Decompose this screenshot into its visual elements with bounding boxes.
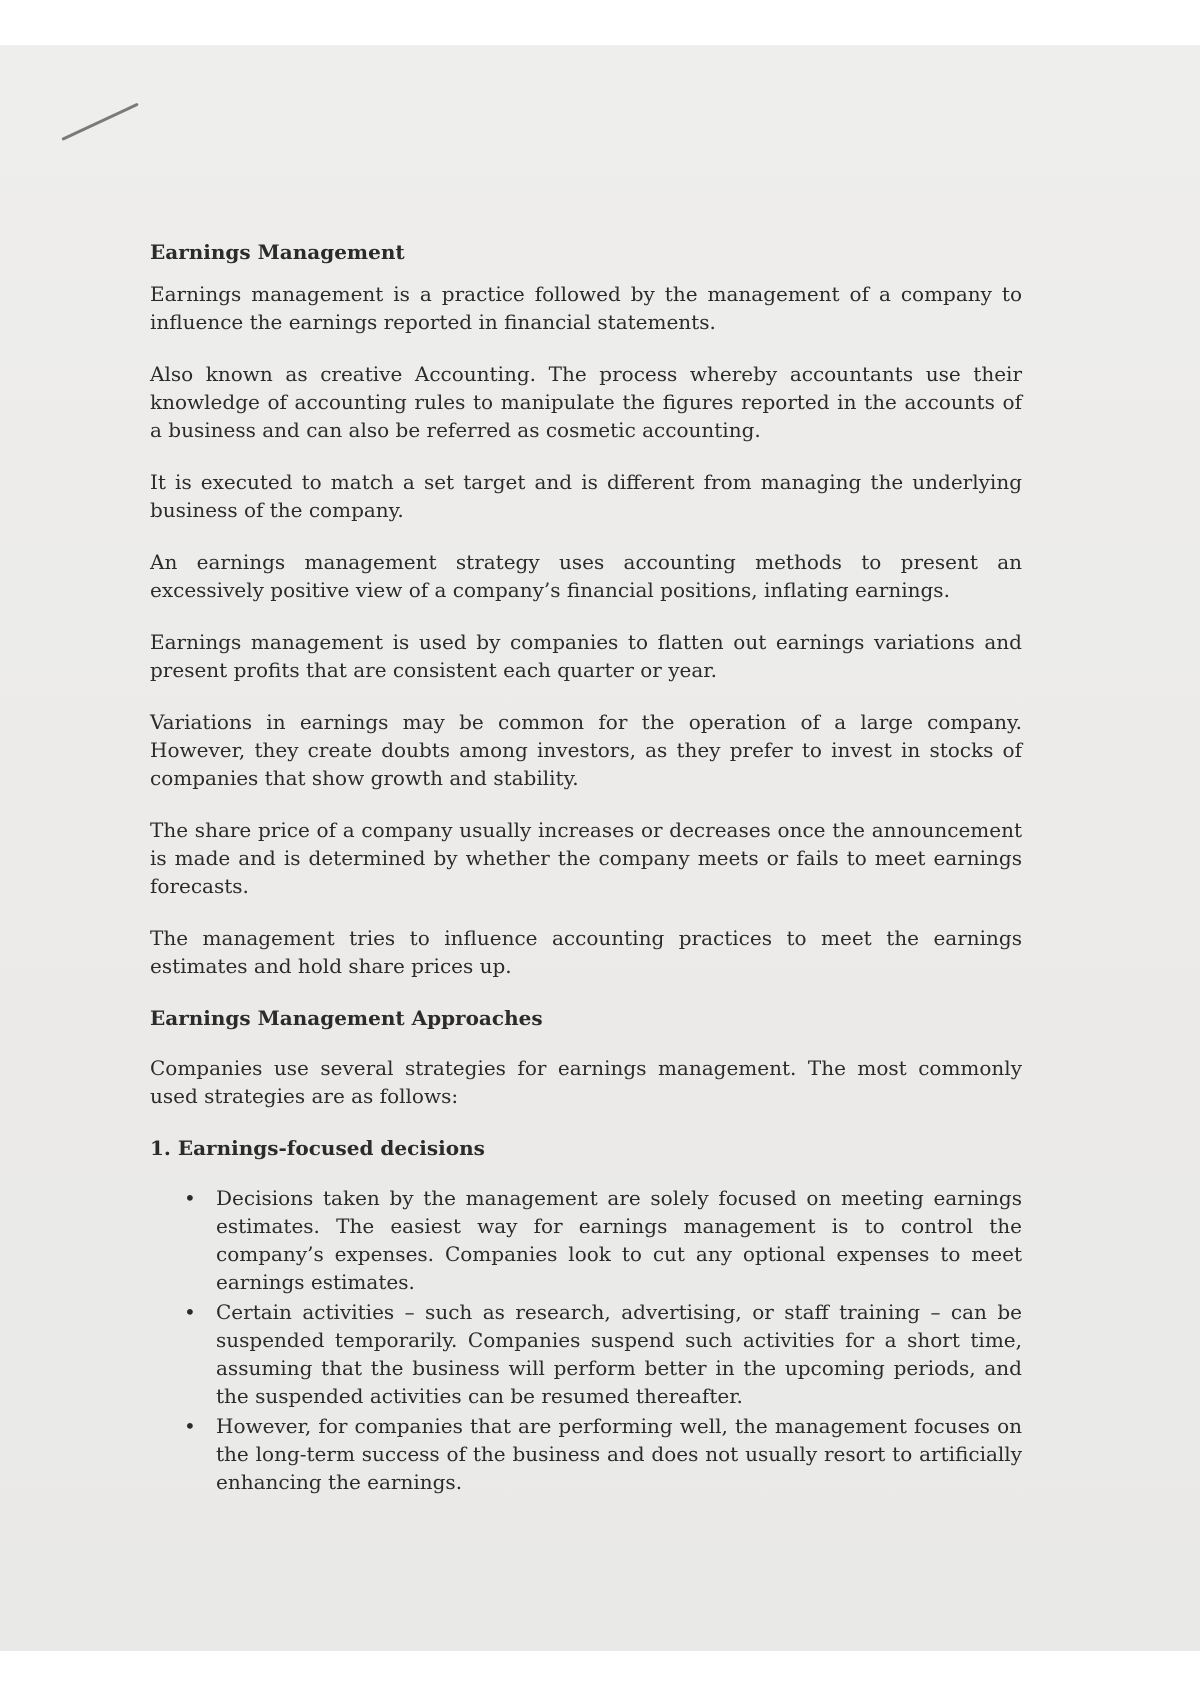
paragraph-set-target: It is executed to match a set target and is different from managing the underlying business of the company. [150, 470, 1022, 522]
paper-sheet [0, 45, 1200, 1651]
list-item-text: Decisions taken by the management are solely focused on meeting earnings estimates. The easiest way for earnings management is to control the company’s expenses. Companies look to cut any optional expenses to meet earnings estimates. [216, 1186, 1022, 1294]
list-item [184, 1298, 1022, 1410]
document-title: Earnings Management [150, 240, 405, 264]
earnings-decisions-list [150, 1184, 1022, 1496]
approaches-intro: Companies use several strategies for earnings management. The most commonly used strategies are as follows: [150, 1056, 1022, 1108]
section-1-heading: 1. Earnings-focused decisions [150, 1136, 485, 1160]
paragraph-definition: Earnings management is a practice followed by the management of a company to influence the earnings reported in financial statements. [150, 282, 1022, 334]
paragraph-flatten-variations: Earnings management is used by companies to flatten out earnings variations and present profits that are consistent each quarter or year. [150, 630, 1022, 682]
paragraph-share-price: The share price of a company usually increases or decreases once the announcement is made and is determined by whether the company meets or fails to meet earnings forecasts. [150, 818, 1022, 898]
paragraph-variations-doubts: Variations in earnings may be common for the operation of a large company. However, they create doubts among investors, as they prefer to invest in stocks of companies that show growth and stability. [150, 710, 1022, 790]
bullet-icon: • [184, 1186, 196, 1210]
paragraph-creative-accounting: Also known as creative Accounting. The process whereby accountants use their knowledge of accounting rules to manipulate the figures reported in the accounts of a business and can also be referred as cosmetic accounting. [150, 362, 1022, 442]
paragraph-strategy: An earnings management strategy uses accounting methods to present an excessively positive view of a company’s financial positions, inflating earnings. [150, 550, 1022, 602]
approaches-heading: Earnings Management Approaches [150, 1006, 543, 1030]
document-body [150, 238, 1022, 1498]
bullet-icon: • [184, 1414, 196, 1438]
list-item-text: However, for companies that are performing well, the management focuses on the long-term success of the business and does not usually resort to artificially enhancing the earnings. [216, 1414, 1022, 1494]
paper-clip-mark [61, 103, 138, 141]
list-item [184, 1412, 1022, 1496]
paragraph-management-influence: The management tries to influence accounting practices to meet the earnings estimates and hold share prices up. [150, 926, 1022, 978]
bullet-icon: • [184, 1300, 196, 1324]
list-item-text: Certain activities – such as research, advertising, or staff training – can be suspended temporarily. Companies suspend such activities for a short time, assuming that the business will perform better in the upcoming periods, and the suspended activities can be resumed thereafter. [216, 1300, 1022, 1408]
list-item [184, 1184, 1022, 1296]
